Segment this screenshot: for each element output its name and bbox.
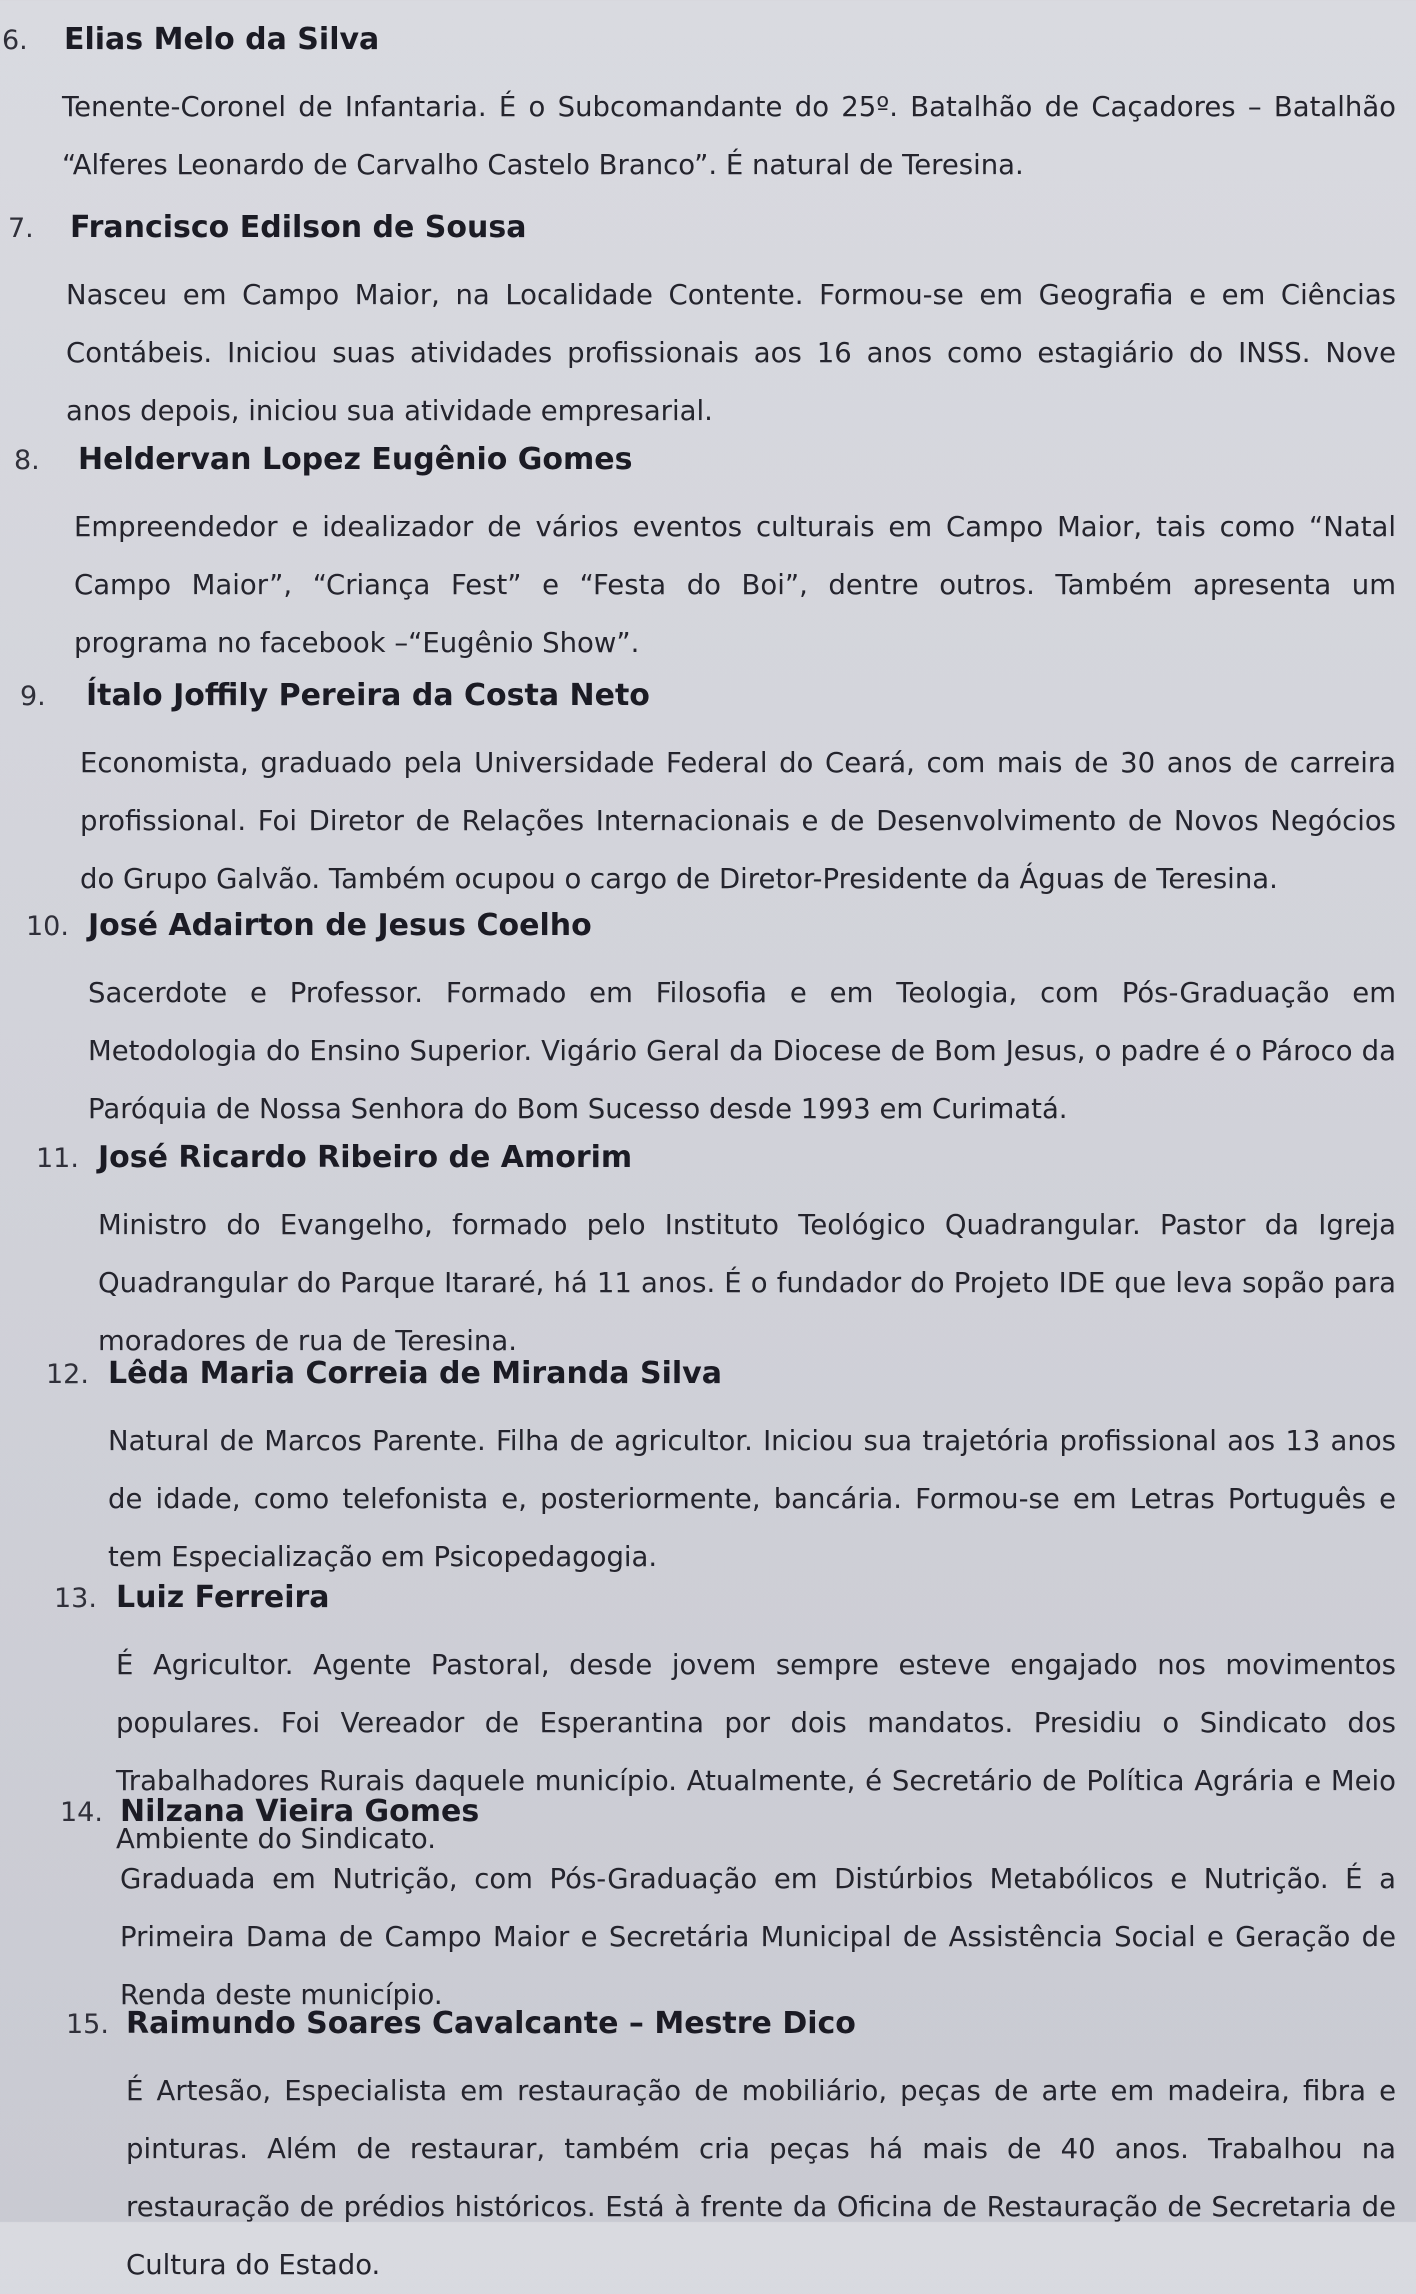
entry-name: Lêda Maria Correia de Miranda Silva [108, 1356, 722, 1391]
list-item [14, 678, 1396, 908]
entry-number: 7. [8, 213, 34, 244]
entry-description: Natural de Marcos Parente. Filha de agricultor. Iniciou sua trajetória profissional aos 13 anos de idade, como telefonista e, posteriormente, bancária. Formou-se em Letras Português e tem Especialização em Psicopedagogia. [108, 1425, 1396, 1573]
entry-description: É Agricultor. Agente Pastoral, desde jovem sempre esteve engajado nos movimentos populares. Foi Vereador de Esperantina por dois mandatos. Presidiu o Sindicato dos Trabalhadores Rurais daquele município. Atualmente, é Secretário de Política Agrária e Meio Ambiente do Sindicato. [116, 1649, 1396, 1855]
entry-heading [10, 442, 1396, 488]
list-item [46, 1356, 1396, 1586]
entry-number: 8. [14, 445, 40, 476]
entry-name: Francisco Edilson de Sousa [70, 210, 527, 245]
entry-number: 13. [54, 1583, 97, 1614]
entry-name: Ítalo Joffily Pereira da Costa Neto [86, 678, 650, 713]
entry-heading [60, 1794, 1396, 1840]
entry-number: 9. [20, 681, 46, 712]
entry-heading [36, 1140, 1396, 1186]
list-item [36, 1140, 1396, 1370]
entry-description: Graduada em Nutrição, com Pós-Graduação em Distúrbios Metabólicos e Nutrição. É a Primeira Dama de Campo Maior e Secretária Municipal de Assistência Social e Geração de Renda deste município. [120, 1863, 1396, 2011]
entry-name: Luiz Ferreira [116, 1580, 330, 1615]
entry-number: 10. [26, 911, 69, 942]
entry-number: 14. [60, 1797, 103, 1828]
list-item [0, 22, 1396, 194]
entry-heading [0, 22, 1396, 68]
entry-name: Raimundo Soares Cavalcante – Mestre Dico [126, 2006, 856, 2041]
entry-name: José Ricardo Ribeiro de Amorim [98, 1140, 633, 1175]
entry-heading [66, 2006, 1396, 2052]
entry-heading [54, 1580, 1396, 1626]
entry-number: 11. [36, 1143, 79, 1174]
entry-heading [4, 210, 1396, 256]
entry-description: Economista, graduado pela Universidade Federal do Ceará, com mais de 30 anos de carreira profissional. Foi Diretor de Relações Internacionais e de Desenvolvimento de Novos Negócios do Grupo Galvão. Também ocupou o cargo de Diretor-Presidente da Águas de Teresina. [80, 747, 1396, 895]
entry-number: 12. [46, 1359, 89, 1390]
entry-description: Ministro do Evangelho, formado pelo Instituto Teológico Quadrangular. Pastor da Igreja Quadrangular do Parque Itararé, há 11 anos. É o fundador do Projeto IDE que leva sopão para moradores de rua de Teresina. [98, 1209, 1396, 1357]
entry-name: Nilzana Vieira Gomes [120, 1794, 480, 1829]
entry-description: Sacerdote e Professor. Formado em Filosofia e em Teologia, com Pós-Graduação em Metodologia do Ensino Superior. Vigário Geral da Diocese de Bom Jesus, o padre é o Pároco da Paróquia de Nossa Senhora do Bom Sucesso desde 1993 em Curimatá. [88, 977, 1396, 1125]
entry-heading [26, 908, 1396, 954]
entry-description: É Artesão, Especialista em restauração de mobiliário, peças de arte em madeira, fibra e pinturas. Além de restaurar, também cria peças há mais de 40 anos. Trabalhou na restauração de prédios históricos. Está à frente da Oficina de Restauração de Secretaria de Cultura do Estado. [126, 2075, 1396, 2281]
entry-heading [46, 1356, 1396, 1402]
entry-number: 6. [2, 25, 28, 56]
entry-description: Empreendedor e idealizador de vários eventos culturais em Campo Maior, tais como “Natal Campo Maior”, “Criança Fest” e “Festa do Boi”, dentre outros. Também apresenta um programa no facebook –“Eugênio Show”. [74, 511, 1396, 659]
list-item [4, 210, 1396, 440]
entry-name: José Adairton de Jesus Coelho [88, 908, 592, 943]
entry-description: Tenente-Coronel de Infantaria. É o Subcomandante do 25º. Batalhão de Caçadores – Batalhão “Alferes Leonardo de Carvalho Castelo Branco”. É natural de Teresina. [62, 91, 1396, 181]
list-item [66, 2006, 1396, 2294]
entry-heading [14, 678, 1396, 724]
entry-description: Nasceu em Campo Maior, na Localidade Contente. Formou-se em Geografia e em Ciências Contábeis. Iniciou suas atividades profissionais aos 16 anos como estagiário do INSS. Nove anos depois, iniciou sua atividade empresarial. [66, 279, 1396, 427]
entry-name: Elias Melo da Silva [64, 22, 380, 57]
entry-number: 15. [66, 2009, 109, 2040]
list-item [10, 442, 1396, 672]
list-item [26, 908, 1396, 1138]
list-item [60, 1794, 1396, 2024]
entry-name: Heldervan Lopez Eugênio Gomes [78, 442, 633, 477]
